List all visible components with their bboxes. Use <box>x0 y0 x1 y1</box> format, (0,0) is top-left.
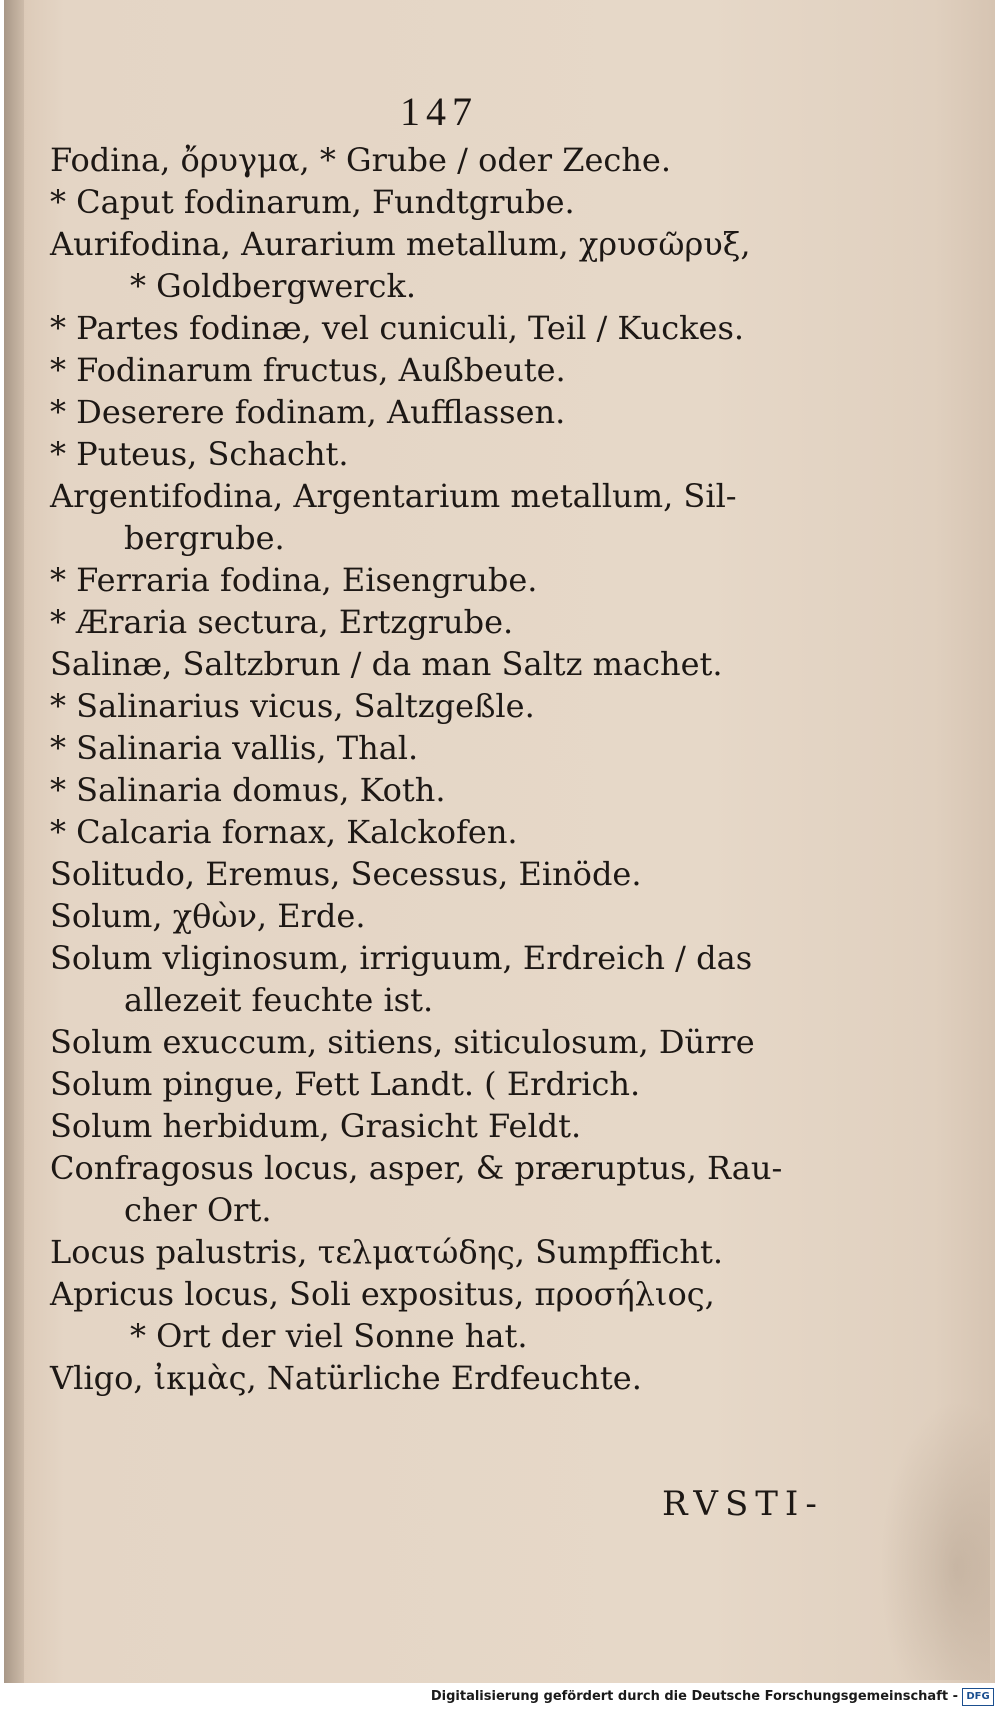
entry-line: Solum exuccum, sitiens, siticulosum, Dürre <box>50 1023 755 1061</box>
entry-line: Solum herbidum, Grasicht Feldt. <box>50 1107 582 1145</box>
entry-line: * Deserere fodinam, Aufflassen. <box>50 393 566 431</box>
entry-line: * Salinaria vallis, Thal. <box>50 729 419 767</box>
entry-line: Solum vliginosum, irriguum, Erdreich / das <box>50 939 753 977</box>
entry-line: * Calcaria fornax, Kalckofen. <box>50 813 518 851</box>
dfg-logo: DFG <box>962 1688 994 1706</box>
entry-line: bergrube. <box>124 519 285 557</box>
entry-line: * Puteus, Schacht. <box>50 435 349 473</box>
entry-line: Confragosus locus, asper, & præruptus, Rau- <box>50 1149 783 1187</box>
entry-line: Fodina, ὄρυγμα, * Grube / oder Zeche. <box>50 141 672 179</box>
funding-notice: Digitalisierung gefördert durch die Deutsche Forschungsgemeinschaft - <box>430 1689 958 1704</box>
entry-line: cher Ort. <box>124 1191 272 1229</box>
entry-line: Solitudo, Eremus, Secessus, Einöde. <box>50 855 642 893</box>
catchword: RVSTI- <box>662 1484 824 1524</box>
entry-line: Aurifodina, Aurarium metallum, χρυσῶρυξ, <box>50 225 751 263</box>
entry-line: Solum pingue, Fett Landt. ( Erdrich. <box>50 1065 641 1103</box>
entry-line: Vligo, ἰκμὰς, Natürliche Erdfeuchte. <box>50 1359 642 1397</box>
entry-line: Locus palustris, τελματώδης, Sumpfficht. <box>50 1233 723 1271</box>
paper-stain <box>880 1400 990 1680</box>
entry-line: * Goldbergwerck. <box>130 267 417 305</box>
entry-line: * Salinaria domus, Koth. <box>50 771 446 809</box>
entry-line: Argentifodina, Argentarium metallum, Sil- <box>50 477 737 515</box>
page-number: 147 <box>400 89 478 134</box>
entry-line: * Caput fodinarum, Fundtgrube. <box>50 183 575 221</box>
page-binding-edge <box>4 0 24 1683</box>
entry-line: * Æraria sectura, Ertzgrube. <box>50 603 514 641</box>
digitization-footer <box>0 1683 1000 1710</box>
entry-line: * Fodinarum fructus, Außbeute. <box>50 351 566 389</box>
entry-line: * Salinarius vicus, Saltzgeßle. <box>50 687 535 725</box>
entry-line: * Partes fodinæ, vel cuniculi, Teil / Kuckes. <box>50 309 745 347</box>
entry-line: Solum, χθὼν, Erde. <box>50 897 366 935</box>
entry-line: * Ort der viel Sonne hat. <box>130 1317 528 1355</box>
entry-line: * Ferraria fodina, Eisengrube. <box>50 561 538 599</box>
entry-line: Salinæ, Saltzbrun / da man Saltz machet. <box>50 645 723 683</box>
dictionary-text <box>50 139 860 1399</box>
entry-line: Apricus locus, Soli expositus, προσήλιος, <box>50 1275 715 1313</box>
entry-line: allezeit feuchte ist. <box>124 981 434 1019</box>
